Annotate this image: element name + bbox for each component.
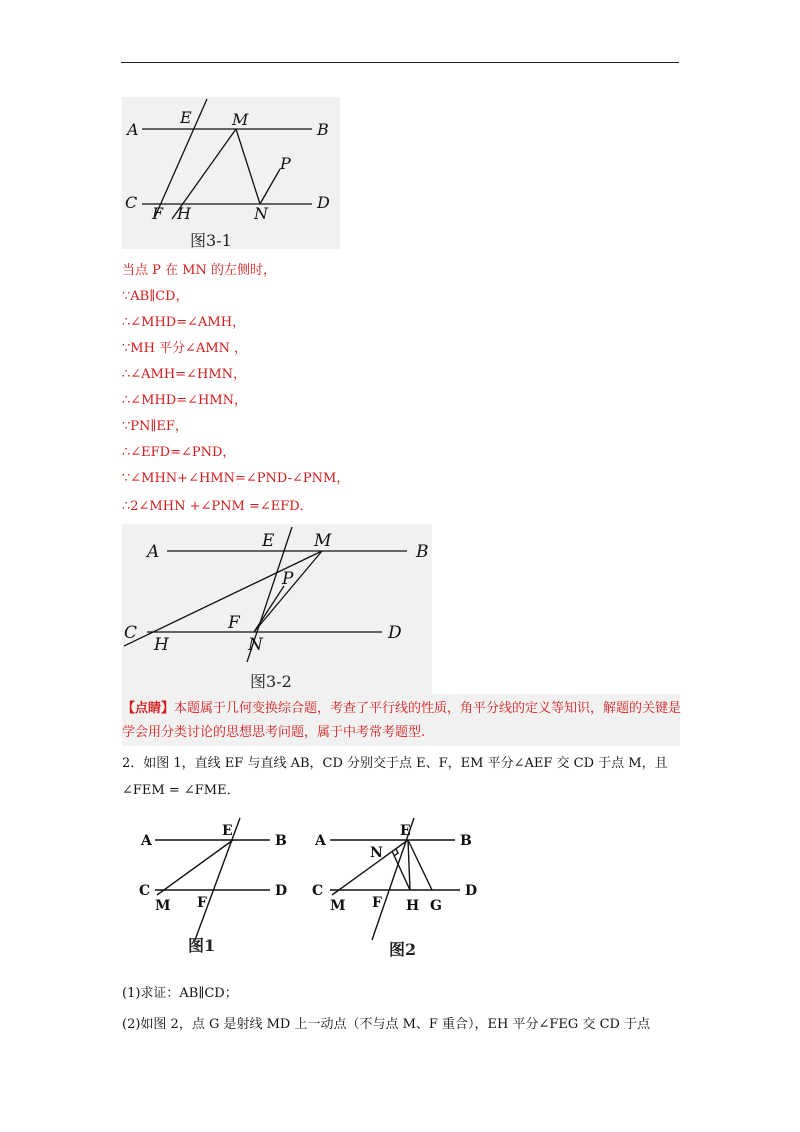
label-C: C (125, 193, 138, 212)
label-F: F (152, 204, 164, 223)
label-D: D (317, 193, 330, 212)
figure-2-caption: 图2 (389, 940, 417, 959)
label-M: M (155, 898, 171, 914)
solution-line: ∵AB∥CD， (122, 289, 189, 304)
label-D: D (275, 883, 288, 899)
figure-3-2 (122, 524, 432, 664)
header-rule (121, 62, 679, 63)
label-C: C (139, 883, 151, 899)
label-B: B (275, 833, 287, 849)
label-G: G (430, 898, 442, 914)
solution-line: ∵PN∥EF， (122, 419, 188, 434)
solution-line: ∴2∠MHN +∠PNM =∠EFD． (122, 499, 313, 514)
label-D: D (465, 883, 478, 899)
label-N: N (254, 204, 268, 223)
solution-line: 当点 P 在 MN 的左侧时， (122, 263, 276, 278)
label-B: B (416, 542, 429, 562)
label-P: P (282, 569, 294, 589)
figure-2 (310, 815, 490, 945)
solution-line: ∴∠EFD=∠PND， (122, 445, 236, 460)
label-A: A (141, 833, 152, 849)
label-A: A (127, 120, 139, 139)
problem-2-line-2: ∠FEM = ∠FME． (122, 783, 240, 798)
label-M: M (314, 531, 332, 551)
figure-1-caption: 图1 (188, 936, 216, 955)
label-E: E (180, 108, 192, 127)
label-N: N (370, 845, 383, 861)
label-A: A (315, 833, 326, 849)
label-N: N (248, 635, 263, 655)
figure-1 (135, 815, 295, 945)
label-P: P (280, 154, 291, 173)
comment-tag: 【点睛】 (122, 701, 175, 716)
figure-3-2-caption: 图3-2 (250, 672, 292, 691)
label-C: C (312, 883, 324, 899)
solution-line: ∵∠MHN+∠HMN=∠PND-∠PNM， (122, 471, 350, 486)
problem-2-line-1: 2．如图 1，直线 EF 与直线 AB，CD 分别交于点 E、F，EM 平分∠AEF 交 CD 于点 M，且 (122, 756, 668, 771)
label-M: M (330, 898, 346, 914)
comment-body: 本题属于几何变换综合题，考查了平行线的性质，角平分线的定义等知识，解题的关键是学会用分类讨论的思想思考问题，属于中考常考题型. (122, 701, 682, 740)
label-B: B (317, 120, 329, 139)
solution-line: ∵MH 平分∠AMN ， (122, 341, 248, 356)
label-A: A (147, 542, 160, 562)
label-B: B (460, 833, 472, 849)
question-1: (1)求证：AB∥CD； (122, 986, 238, 1001)
label-F: F (228, 613, 240, 633)
figure-3-1-caption: 图3-1 (190, 231, 232, 250)
question-2: (2)如图 2，点 G 是射线 MD 上一动点（不与点 M、F 重合），EH 平分∠FEG 交 CD 于点 (122, 1017, 651, 1032)
solution-line: ∴∠MHD=∠AMH， (122, 315, 246, 330)
solution-line: ∴∠AMH=∠HMN， (122, 367, 247, 382)
label-F: F (197, 895, 207, 911)
label-C: C (124, 623, 138, 643)
solution-line: ∴∠MHD=∠HMN， (122, 393, 248, 408)
figure-3-1 (122, 97, 340, 249)
label-E: E (400, 823, 411, 839)
label-E: E (262, 531, 275, 551)
label-H: H (154, 635, 169, 655)
label-H: H (177, 204, 191, 223)
label-F: F (372, 895, 382, 911)
label-H: H (406, 898, 420, 914)
comment-text (122, 697, 682, 745)
label-E: E (222, 823, 233, 839)
label-M: M (232, 110, 249, 129)
label-D: D (388, 623, 402, 643)
